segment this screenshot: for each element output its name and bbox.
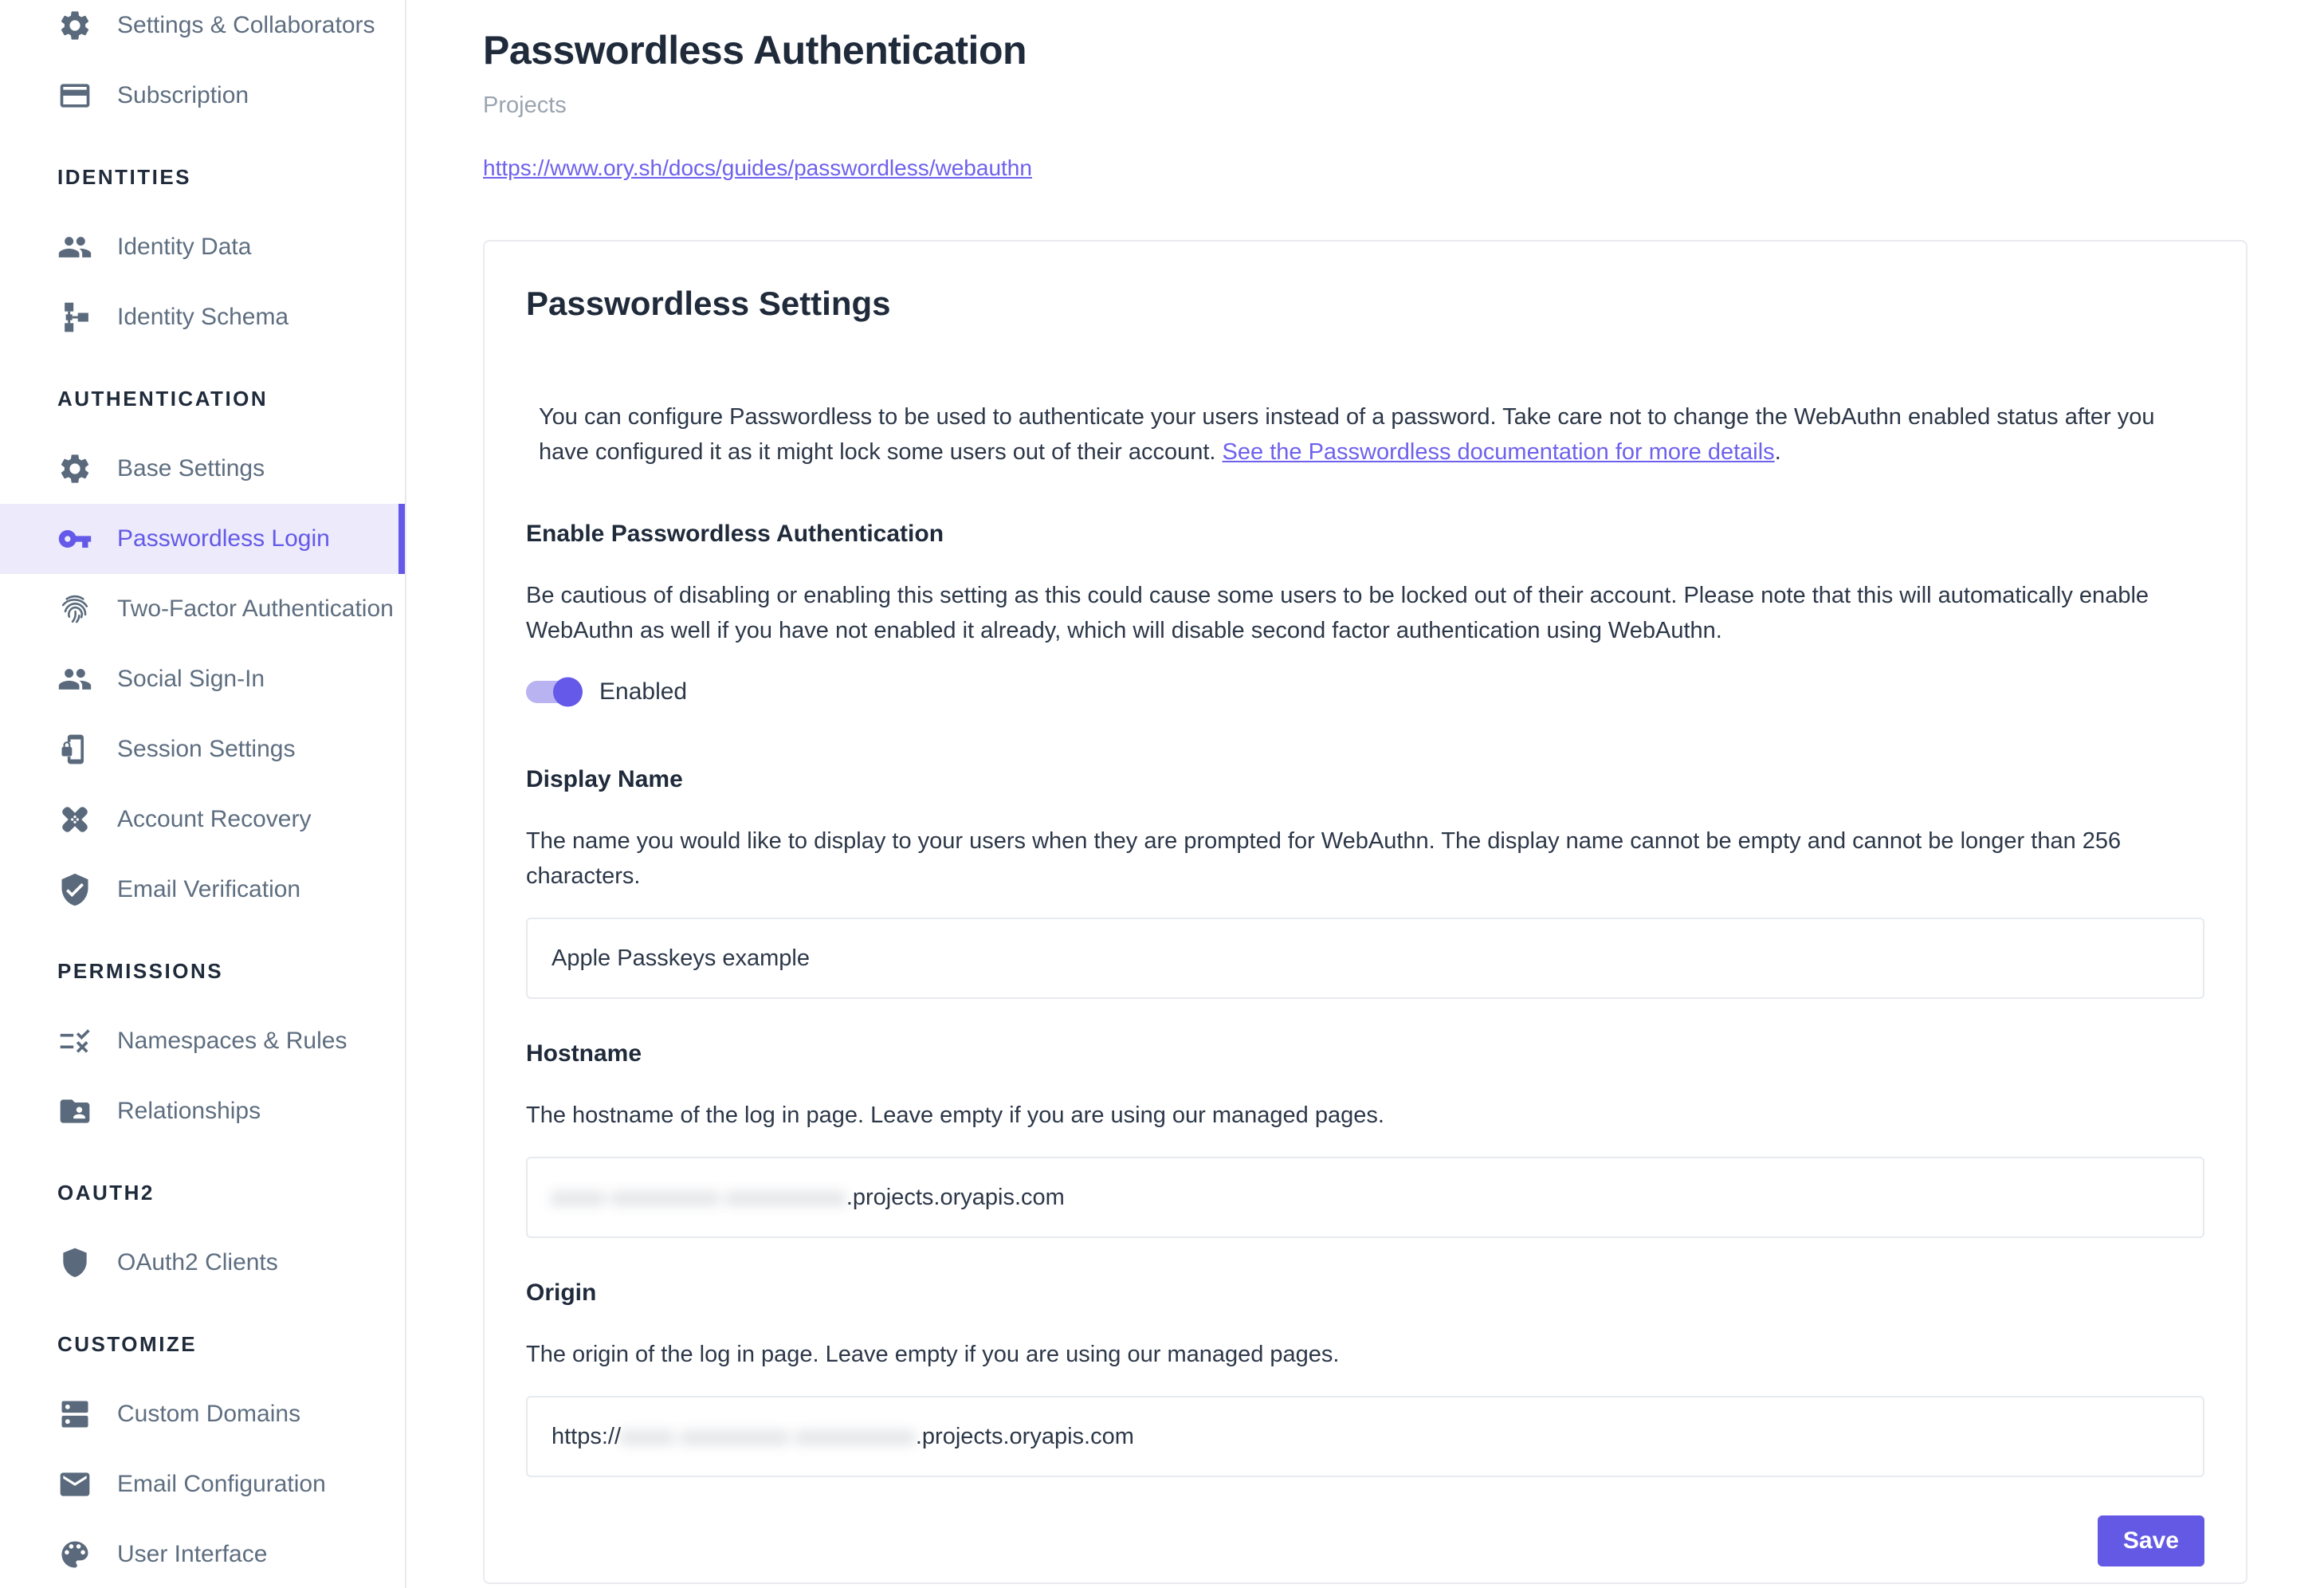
sidebar-item-label: Namespaces & Rules [117, 1028, 347, 1054]
passwordless-docs-link[interactable]: See the Passwordless documentation for more details [1222, 439, 1775, 465]
enable-passwordless-description: Be cautious of disabling or enabling this setting as this could cause some users to be locked out of their account. Please note that this will automatically enable WebAuthn as well if you have not enabled it already, which will disable second factor authentication using WebAuthn. [526, 583, 2149, 643]
origin-value-suffix: .projects.oryapis.com [915, 1423, 1134, 1449]
sidebar-item-label: Identity Data [117, 234, 252, 260]
documentation-link[interactable]: https://www.ory.sh/docs/guides/passwordless/webauthn [483, 155, 1032, 180]
people-icon [57, 662, 92, 697]
sidebar [0, 0, 406, 1588]
origin-input[interactable] [526, 1396, 2204, 1477]
sidebar-item-email-configuration[interactable] [0, 1449, 405, 1519]
main-content [406, 0, 2324, 1588]
sidebar-item-label: Custom Domains [117, 1401, 301, 1427]
hostname-label: Hostname [526, 1040, 642, 1067]
origin-redacted-value: xxxx-xxxxxxxx-xxxxxxxxx [621, 1423, 916, 1449]
gear-icon [57, 451, 92, 486]
key-icon [57, 521, 92, 556]
sidebar-section-authentication: AUTHENTICATION [57, 386, 269, 411]
sidebar-item-label: Email Verification [117, 876, 301, 902]
sidebar-item-label: User Interface [117, 1541, 268, 1567]
origin-label: Origin [526, 1279, 597, 1306]
intro-text [526, 399, 2200, 470]
shield-icon [57, 1245, 92, 1280]
sidebar-item-label: Identity Schema [117, 304, 289, 330]
passwordless-settings-card [483, 240, 2247, 1584]
sidebar-item-session-settings[interactable] [0, 714, 405, 784]
hostname-value-suffix: .projects.oryapis.com [846, 1184, 1065, 1210]
sidebar-item-label: Two-Factor Authentication [117, 596, 394, 622]
fingerprint-icon [57, 592, 92, 627]
sidebar-item-namespaces-rules[interactable] [0, 1006, 405, 1076]
breadcrumb: Projects [483, 92, 567, 118]
shield-check-icon [57, 872, 92, 907]
enable-toggle-row [526, 678, 2204, 706]
palette-icon [57, 1537, 92, 1572]
toggle-state-label: Enabled [599, 678, 688, 705]
sidebar-item-custom-domains[interactable] [0, 1379, 405, 1449]
sidebar-item-email-verification[interactable] [0, 855, 405, 925]
sidebar-item-settings-collaborators[interactable] [0, 0, 405, 61]
sidebar-item-passwordless-login[interactable] [0, 504, 405, 574]
sidebar-item-base-settings[interactable] [0, 434, 405, 504]
origin-description: The origin of the log in page. Leave empty if you are using our managed pages. [526, 1342, 1340, 1367]
sidebar-item-label: Settings & Collaborators [117, 12, 375, 38]
sidebar-section-identities: IDENTITIES [57, 164, 192, 189]
enable-passwordless-label: Enable Passwordless Authentication [526, 521, 944, 547]
display-name-description: The name you would like to display to your users when they are prompted for WebAuthn. The display name cannot be empty and cannot be longer than 256 characters. [526, 828, 2122, 889]
origin-value-prefix: https:// [552, 1423, 622, 1449]
card-title: Passwordless Settings [526, 285, 891, 322]
mail-icon [57, 1467, 92, 1502]
sidebar-section-customize: CUSTOMIZE [57, 1331, 198, 1356]
sidebar-section-permissions: PERMISSIONS [57, 958, 224, 983]
bandage-icon [57, 802, 92, 837]
hostname-input[interactable] [526, 1157, 2204, 1238]
sidebar-item-account-recovery[interactable] [0, 784, 405, 855]
sidebar-item-user-interface[interactable] [0, 1519, 405, 1588]
sidebar-item-social-sign-in[interactable] [0, 644, 405, 714]
sidebar-item-label: Passwordless Login [117, 525, 330, 552]
sidebar-item-relationships[interactable] [0, 1076, 405, 1146]
display-name-label: Display Name [526, 766, 683, 792]
sidebar-item-label: Session Settings [117, 736, 296, 762]
save-button[interactable]: Save [2098, 1515, 2204, 1566]
sidebar-item-label: Relationships [117, 1098, 261, 1124]
sidebar-item-identity-schema[interactable] [0, 282, 405, 352]
schema-icon [57, 300, 92, 335]
sidebar-item-label: Base Settings [117, 455, 265, 482]
server-icon [57, 1397, 92, 1432]
sidebar-item-subscription[interactable] [0, 61, 405, 131]
intro-text-before-link: You can configure Passwordless to be used to authenticate your users instead of a password. Take care not to change the WebAuthn enabled status after you have configured it as it might lock some users out of their account. [539, 404, 2155, 465]
sidebar-item-label: Account Recovery [117, 806, 312, 832]
sidebar-item-label: OAuth2 Clients [117, 1249, 278, 1276]
intro-text-after-link: . [1774, 439, 1781, 465]
sidebar-item-label: Social Sign-In [117, 666, 265, 692]
sidebar-item-two-factor[interactable] [0, 574, 405, 644]
passwordless-toggle[interactable] [526, 681, 580, 703]
hostname-description: The hostname of the log in page. Leave empty if you are using our managed pages. [526, 1103, 1384, 1128]
sidebar-item-label: Email Configuration [117, 1471, 326, 1497]
rule-icon [57, 1024, 92, 1059]
credit-card-icon [57, 78, 92, 113]
sidebar-item-label: Subscription [117, 82, 249, 108]
sidebar-item-oauth2-clients[interactable] [0, 1228, 405, 1298]
toggle-thumb [553, 678, 583, 707]
card-footer [526, 1515, 2204, 1566]
sidebar-section-oauth2: OAUTH2 [57, 1180, 155, 1205]
folder-person-icon [57, 1094, 92, 1129]
sidebar-item-identity-data[interactable] [0, 212, 405, 282]
people-icon [57, 230, 92, 265]
gear-icon [57, 8, 92, 43]
phone-lock-icon [57, 732, 92, 767]
display-name-input[interactable] [526, 918, 2204, 999]
hostname-redacted-value: xxxx-xxxxxxxx-xxxxxxxxx [552, 1184, 846, 1210]
display-name-value: Apple Passkeys example [552, 945, 810, 971]
page-title: Passwordless Authentication [483, 28, 1027, 73]
